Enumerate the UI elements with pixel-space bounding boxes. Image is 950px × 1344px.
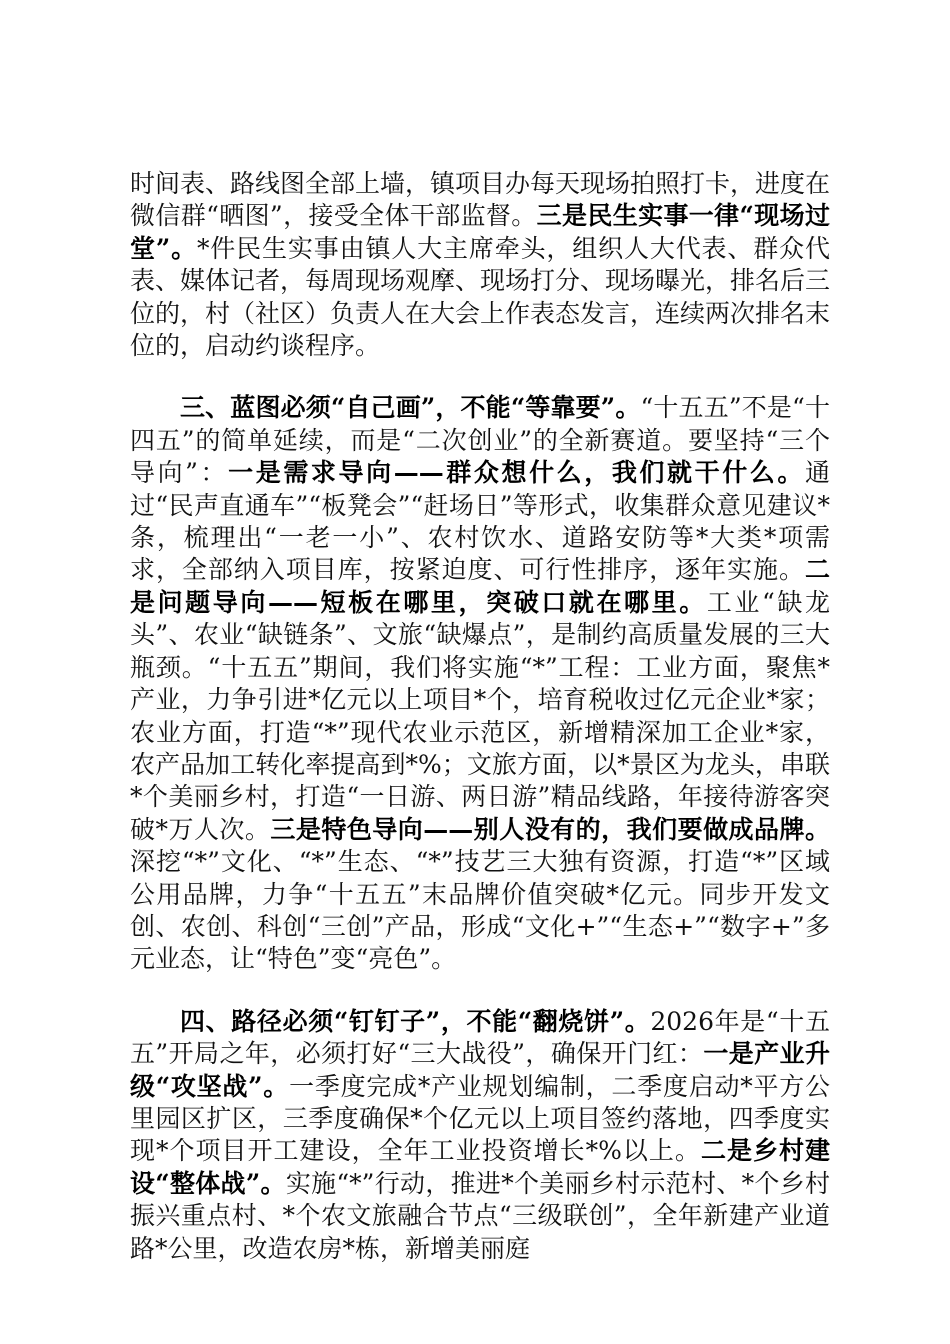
paragraph-2: [130, 392, 830, 975]
paragraph-2-run-2: “十五五”不是“十四五”的简单延续，而是“二次创业”的全新赛道。要坚持“三个导向”：: [130, 393, 830, 488]
paragraph-2-run-6: 工业“缺龙头”、农业“缺链条”、文旅“缺爆点”，是制约高质量发展的三大瓶颈。“十五五”期间，我们将实施“*”工程：工业方面，聚焦*产业，力争引进*亿元以上项目*个，培育税收过亿元企业*家；农业方面，打造“*”现代农业示范区，新增精深加工企业*家，农产品加工转化率提高到*%；文旅方面，以*景区为龙头，串联*个美丽乡村，打造“一日游、两日游”精品线路，年接待游客突破*万人次。: [130, 587, 830, 844]
heading-feature-oriented: 三是特色导向——别人没有的，我们要做成品牌。: [270, 814, 830, 844]
paragraph-3-run-6: 实施“*”行动，推进*个美丽乡村示范村、*个乡村振兴重点村、*个农文旅融合节点“三级联创”，全年新建产业道路*公里，改造农房*栋，新增美丽庭: [130, 1168, 830, 1263]
section-heading-4: 四、路径必须“钉钉子”，不能“翻烧饼”。: [180, 1006, 651, 1036]
paragraph-3-run-4: 一季度完成*产业规划编制，二季度启动*平方公里园区扩区，三季度确保*个亿元以上项目签约落地，四季度实现*个项目开工建设，全年工业投资增长*%以上。: [130, 1071, 830, 1166]
heading-rural-construction: 二是乡村建设“整体战”。: [130, 1136, 830, 1198]
paragraph-2-run-8: 深挖“*”文化、“*”生态、“*”技艺三大独有资源，打造“*”区域公用品牌，力争“十五五”末品牌价值突破*亿元。同步开发文创、农创、科创“三创”产品，形成“文化+”“生态+”“数字+”多元业态，让“特色”变“亮色”。: [130, 847, 830, 974]
document-page: [130, 168, 830, 1265]
paragraph-1-run-3: *件民生实事由镇人大主席牵头，组织人大代表、群众代表、媒体记者，每周现场观摩、现场打分、现场曝光，排名后三位的，村（社区）负责人在大会上作表态发言，连续两次排名末位的，启动约谈程序。: [130, 233, 831, 361]
heading-problem-oriented: 二是问题导向——短板在哪里，突破口就在哪里。: [130, 555, 830, 617]
heading-demand-oriented: 一是需求导向——群众想什么，我们就干什么。: [228, 458, 805, 488]
heading-industry-upgrade: 一是产业升级“攻坚战”。: [130, 1039, 830, 1101]
paragraph-1-run-1: 时间表、路线图全部上墙，镇项目办每天现场拍照打卡，进度在微信群“晒图”，接受全体干部监督。: [130, 169, 831, 231]
paragraph-3-run-2: 2026年是“十五五”开局之年，必须打好“三大战役”，确保开门红：: [130, 1006, 830, 1069]
paragraph-1: [130, 168, 830, 362]
heading-three-livelihood: 三是民生实事一律“现场过堂”。: [130, 201, 830, 263]
paragraph-2-run-4: 通过“民声直通车”“板凳会”“赶场日”等形式，收集群众意见建议*条，梳理出“一老一小”、农村饮水、道路安防等*大类*项需求，全部纳入项目库，按紧迫度、可行性排序，逐年实施。: [130, 458, 830, 585]
paragraph-3: [130, 1006, 830, 1265]
section-heading-3: 三、蓝图必须“自己画”，不能“等靠要”。: [180, 393, 641, 423]
